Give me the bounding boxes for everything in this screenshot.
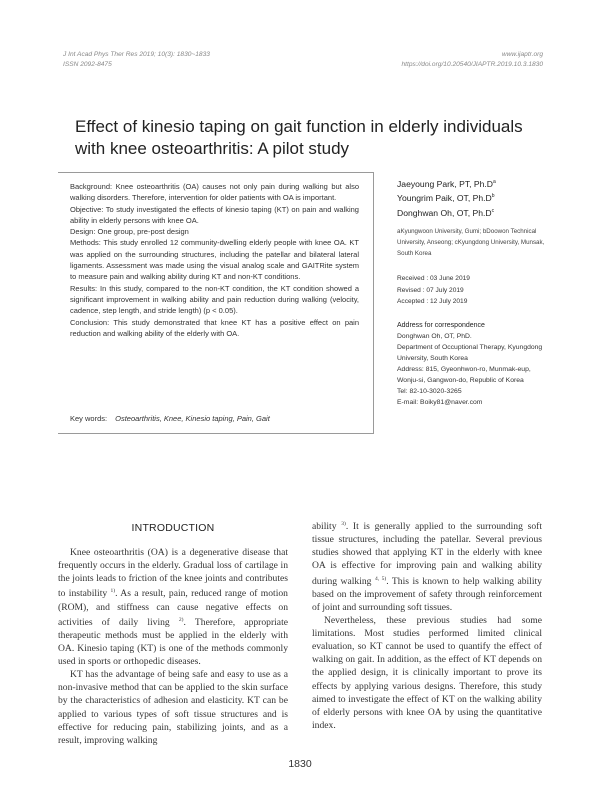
correspondence-label: Address for correspondence [397, 321, 485, 329]
author-1: Jaeyoung Park, PT, $Ph.D^a$ [397, 178, 496, 189]
keywords-label: Key words: [70, 413, 108, 423]
author-sidebar [397, 176, 547, 408]
abstract-methods: Methods: This study enrolled 12 community-dwelling elderly people with knee OA. KT was applied on the surrounding structures, including the patellar and bilateral lateral ligaments. Assessment was made using the visual analog scale and GAITRite system to measure pain and walking ability during KT and non-KT conditions. [70, 238, 359, 282]
correspondence [397, 320, 547, 408]
intro-paragraph-1: Knee osteoarthritis (OA) is a degenerative disease that frequently occurs in the elderly. Gradual loss of cartilage in the joints leads to friction of the knee joints and contributes to instability $^{1)}$. As a result, pain, reduced range of motion (ROM), and stiffness can cause negative effects on activities of daily living $^{2)}$. Therefore, appropriate therapeutic methods must be applied in the elderly with OA. Kinesio taping (KT) is one of the methods commonly used in sports or orthopedic diseases. [58, 547, 288, 668]
received-date: Received : 03 June 2019 [397, 275, 470, 283]
correspondence-name: Donghwan Oh, OT, PhD. [397, 332, 472, 340]
affiliations: aKyungwoon University, Gumi; bDoowon Technical University, Anseong; cKyungdong University, Munsak, South Korea [397, 227, 545, 258]
abstract-objective: Objective: To study investigated the effects of kinesio taping (KT) on pain and walking ability in elderly persons with knee OA. [70, 204, 359, 225]
journal-header-left [63, 50, 210, 70]
author-2: Youngrim Paik, OT, $Ph.D^b$ [397, 193, 495, 204]
journal-header-right [402, 50, 544, 70]
correspondence-email[interactable]: E-mail: Boiky81@naver.com [397, 398, 483, 406]
article-dates [397, 273, 547, 308]
author-list [397, 176, 547, 219]
abstract-box [58, 172, 374, 434]
abstract-conclusion: Conclusion: This study demonstrated that knee KT has a positive effect on pain reduction and walking ability of the elderly with OA. [70, 317, 360, 338]
correspondence-dept: Department of Occuptional Therapy, Kyungdong University, South Korea [397, 343, 543, 362]
keywords [70, 413, 270, 424]
journal-issn: ISSN 2092-8475 [63, 61, 112, 68]
section-heading-introduction: INTRODUCTION [131, 522, 215, 534]
intro-paragraph-3: Nevertheless, these previous studies had some limitations. Most studies performed limited clinical evaluation, so KT cannot be used to quantify the effect of walking on gait. In addition, as the effect of KT depends on the applied design, it is clinically important to prove its effects by applying various designs. Therefore, this study aimed to investigate the effect of KT on the walking ability of elderly persons with knee OA by using the quantitative index. [312, 615, 542, 731]
accepted-date: Accepted : 12 July 2019 [397, 298, 468, 306]
correspondence-tel: Tel: 82-10-3020-3265 [397, 387, 462, 395]
correspondence-address: Address: 815, Gyeonhwon-ro, Munmak-eup, Wonju-si, Gangwon-do, Republic of Korea [397, 365, 531, 384]
journal-citation: J Int Acad Phys Ther Res 2019; 10(3): 1830~1833 [63, 51, 210, 58]
page-number: 1830 [288, 758, 312, 770]
body-column-right [312, 518, 542, 732]
journal-site-link[interactable]: www.ijaptr.org [501, 51, 543, 58]
revised-date: Revised : 07 July 2019 [397, 286, 464, 294]
doi-link[interactable]: https://doi.org/10.20540/JIAPTR.2019.10.3.1830 [401, 61, 543, 68]
author-3: Donghwan Oh, OT, $Ph.D^c$ [397, 207, 495, 218]
paper-title: Effect of kinesio taping on gait function in elderly individuals with knee osteoarthritis: A pilot study [75, 117, 523, 158]
abstract-background: Background: Knee osteoarthritis (OA) causes not only pain during walking but also walking disorders. Therefore, intervention for older patients with OA is important. [70, 182, 359, 203]
keywords-value: Osteoarthritis, Knee, Kinesio taping, Pain, Gait [115, 413, 270, 423]
body-column-left [58, 546, 288, 747]
intro-paragraph-2: KT has the advantage of being safe and easy to use as a non-invasive method that can be applied to the skin surface by the characteristics of adhesion and elasticity. KT can be applied to various types of soft tissue structures and is effective for reducing pain, stabilizing joints, and as a result, improving walking [58, 669, 288, 746]
abstract-results: Results: In this study, compared to the non-KT condition, the KT condition showed a significant improvement in walking ability and pain reduction during walking (velocity, cadence, step length, and stride length) (p < 0.05). [70, 283, 359, 316]
intro-paragraph-2-cont: ability $^{3)}$. It is generally applied to the surrounding soft tissue structures, including the patellar. Several previous studies showed that applying KT in the elderly with knee OA is effective for improving pain and walking ability during walking $^{4, 5)}$. This is known to help walking ability based on the improvement of safety through reinforcement of joint and surrounding soft tissues. [312, 521, 543, 613]
abstract-design: Design: One group, pre-post design [70, 227, 189, 237]
